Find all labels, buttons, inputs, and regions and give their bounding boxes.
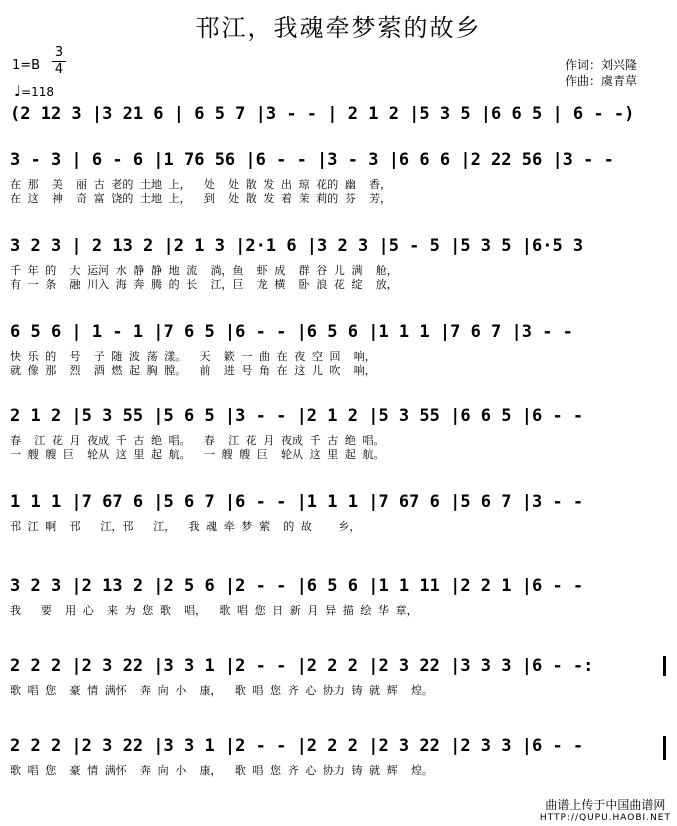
time-signature-top: 3 <box>54 45 64 60</box>
notation-line: 3 2 3 |2 13 2 |2 5 6 |2 - - |6 5 6 |1 1 11 |2 2 1 |6 - - <box>10 576 584 596</box>
notation-line: 2 2 2 |2 3 22 |3 3 1 |2 - - |2 2 2 |2 3 22 |2 3 3 |6 - - <box>10 736 584 756</box>
score-row <box>10 492 670 572</box>
score-row <box>10 406 670 486</box>
score-row <box>10 322 670 402</box>
score-row <box>10 576 670 656</box>
lyric-line: 一 艘 艘 巨 轮从 这 里 起 航。 一 艘 艘 巨 轮从 这 里 起 航。 <box>10 448 385 461</box>
notation-line: 1 1 1 |7 67 6 |5 6 7 |6 - - |1 1 1 |7 67 6 |5 6 7 |3 - - <box>10 492 584 512</box>
score-row <box>10 150 670 230</box>
watermark-url: HTTP://QUPU.HAOBI.NET <box>539 813 671 823</box>
lyric-line: 快 乐 的 号 子 随 波 荡 漾。 天 簌 一 曲 在 夜 空 回 响， <box>10 350 376 363</box>
tempo-marking <box>14 82 54 100</box>
quarter-note-icon: ♩ <box>14 82 22 100</box>
notation-line: 2 2 2 |2 3 22 |3 3 1 |2 - - |2 2 2 |2 3 22 |3 3 3 |6 - -: <box>10 656 594 676</box>
lyric-line: 就 像 那 烈 酒 燃 起 胸 膛。 前 进 号 角 在 这 儿 吹 响， <box>10 364 376 377</box>
notation-line: 6 5 6 | 1 - 1 |7 6 5 |6 - - |6 5 6 |1 1 1 |7 6 7 |3 - - <box>10 322 573 342</box>
time-signature <box>52 46 66 77</box>
tempo-value: =118 <box>21 85 55 99</box>
notation-line: 3 2 3 | 2 13 2 |2 1 3 |2·1 6 |3 2 3 |5 - 5 |5 3 5 |6·5 3 <box>10 236 584 256</box>
lyric-line: 我 要 用 心 来 为 您 歌 唱， 歌 唱 您 日 新 月 异 描 绘 华 章， <box>10 604 418 617</box>
watermark-text: 曲谱上传于中国曲谱网 <box>545 798 666 812</box>
score-row <box>10 236 670 316</box>
notation-line: (2 12 3 |3 21 6 | 6 5 7 |3 - - | 2 1 2 |5 3 5 |6 6 5 | 6 - -) <box>10 104 635 124</box>
score-row <box>10 656 670 736</box>
lyric-line: 在 那 美 丽 古 老的 土地 上， 处 处 散 发 出 琼 花的 幽 香， <box>10 178 392 191</box>
notation-line: 3 - 3 | 6 - 6 |1 76 56 |6 - - |3 - 3 |6 6 6 |2 22 56 |3 - - <box>10 150 614 170</box>
lyric-line: 歌 唱 您 豪 情 满怀 奔 向 小 康， 歌 唱 您 齐 心 协力 铸 就 辉 煌。 <box>10 684 433 697</box>
composer-credit: 作曲：虞青草 <box>565 74 638 88</box>
time-signature-bottom: 4 <box>54 62 64 77</box>
source-watermark <box>540 796 671 823</box>
lyric-line: 千 年 的 大 运河 水 静 静 地 流 淌，鱼 虾 成 群 谷 儿 满 舱， <box>10 264 398 277</box>
lyricist-credit: 作词：刘兴隆 <box>565 58 638 72</box>
lyric-line: 邗 江 啊 邗 江，邗 江， 我 魂 牵 梦 萦 的 故 乡， <box>10 520 361 533</box>
lyric-line: 在 这 神 奇 富 饶的 土地 上， 到 处 散 发 着 茉 莉的 芬 芳， <box>10 192 392 205</box>
final-barline <box>663 736 666 760</box>
lyric-line: 有 一 条 融 川入 海 奔 腾 的 长 江，巨 龙 横 卧 浪 花 绽 放， <box>10 278 398 291</box>
lyric-line: 春 江 花 月 夜成 千 古 绝 唱。 春 江 花 月 夜成 千 古 绝 唱。 <box>10 434 385 447</box>
key-signature: 1=B <box>12 58 41 73</box>
lyric-line: 歌 唱 您 豪 情 满怀 奔 向 小 康， 歌 唱 您 齐 心 协力 铸 就 辉 煌。 <box>10 764 433 777</box>
final-barline <box>663 656 666 676</box>
song-title: 邗江，我魂牵梦萦的故乡 <box>195 14 482 42</box>
notation-line: 2 1 2 |5 3 55 |5 6 5 |3 - - |2 1 2 |5 3 55 |6 6 5 |6 - - <box>10 406 584 426</box>
